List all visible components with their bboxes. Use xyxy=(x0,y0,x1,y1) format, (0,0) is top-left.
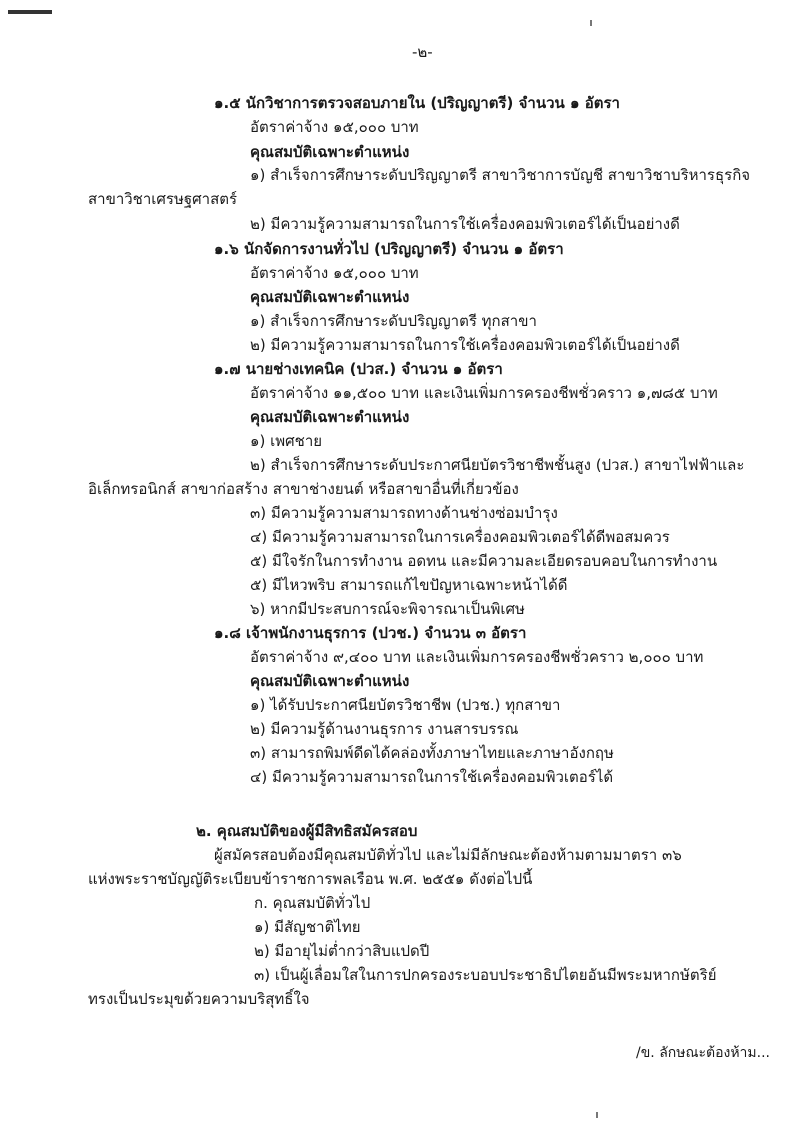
text-line: ๓) สามารถพิมพ์ดีดได้คล่องทั้งภาษาไทยและภาษาอังกฤษ xyxy=(250,744,614,762)
text-line: ๒) มีความรู้ด้านงานธุรการ งานสารบรรณ xyxy=(250,720,519,738)
text-line: ๑) สำเร็จการศึกษาระดับปริญญาตรี ทุกสาขา xyxy=(250,312,537,330)
text-line: ๔) มีความรู้ความสามารถในการเครื่องคอมพิวเตอร์ได้ดีพอสมควร xyxy=(250,528,670,546)
text-line: สาขาวิชาเศรษฐศาสตร์ xyxy=(88,190,238,208)
text-line: อัตราค่าจ้าง ๑๕,๐๐๐ บาท xyxy=(250,264,419,282)
text-line: ทรงเป็นประมุขด้วยความบริสุทธิ์ใจ xyxy=(88,990,310,1008)
text-line: ๒) สำเร็จการศึกษาระดับประกาศนียบัตรวิชาชีพชั้นสูง (ปวส.) สาขาไฟฟ้าและ xyxy=(250,456,745,474)
section-heading: คุณสมบัติเฉพาะตำแหน่ง xyxy=(250,143,410,161)
text-line: ก. คุณสมบัติทั่วไป xyxy=(254,894,371,912)
text-line: ๖) หากมีประสบการณ์จะพิจารณาเป็นพิเศษ xyxy=(250,600,525,618)
text-line: อัตราค่าจ้าง ๙,๔๐๐ บาท และเงินเพิ่มการครองชีพชั่วคราว ๒,๐๐๐ บาท xyxy=(250,648,704,666)
page-number: -๒- xyxy=(412,43,433,61)
continuation-note: /ข. ลักษณะต้องห้าม... xyxy=(636,1045,770,1061)
section-heading: ๑.๖ นักจัดการงานทั่วไป (ปริญญาตรี) จำนวน ๑ อัตรา xyxy=(214,240,564,258)
text-line: ๒) มีอายุไม่ต่ำกว่าสิบแปดปี xyxy=(254,942,430,960)
text-line: อิเล็กทรอนิกส์ สาขาก่อสร้าง สาขาช่างยนต์ หรือสาขาอื่นที่เกี่ยวข้อง xyxy=(88,480,519,498)
text-line: ๒) มีความรู้ความสามารถในการใช้เครื่องคอมพิวเตอร์ได้เป็นอย่างดี xyxy=(250,336,680,354)
section-heading: ๒. คุณสมบัติของผู้มีสิทธิสมัครสอบ xyxy=(196,822,418,840)
text-line: ๒) มีความรู้ความสามารถในการใช้เครื่องคอมพิวเตอร์ได้เป็นอย่างดี xyxy=(250,215,680,233)
text-line: แห่งพระราชบัญญัติระเบียบข้าราชการพลเรือน พ.ศ. ๒๕๕๑ ดังต่อไปนี้ xyxy=(88,870,533,888)
text-line: ๓) มีความรู้ความสามารถทางด้านช่างซ่อมบำรุง xyxy=(250,504,558,522)
section-heading: ๑.๕ นักวิชาการตรวจสอบภายใน (ปริญญาตรี) จำนวน ๑ อัตรา xyxy=(214,94,620,112)
text-line: อัตราค่าจ้าง ๑๑,๕๐๐ บาท และเงินเพิ่มการครองชีพชั่วคราว ๑,๗๘๕ บาท xyxy=(250,384,718,402)
text-line: ๕) มีใจรักในการทำงาน อดทน และมีความละเอียดรอบคอบในการทำงาน xyxy=(250,552,718,570)
text-line: ๕) มีไหวพริบ สามารถแก้ไขปัญหาเฉพาะหน้าได้ดี xyxy=(250,576,568,594)
text-line: ๔) มีความรู้ความสามารถในการใช้เครื่องคอมพิวเตอร์ได้ xyxy=(250,768,614,786)
text-line: ๑) เพศชาย xyxy=(250,432,323,450)
text-line: ๑) มีสัญชาติไทย xyxy=(254,918,361,936)
text-line: ๑) ได้รับประกาศนียบัตรวิชาชีพ (ปวช.) ทุกสาขา xyxy=(250,696,561,714)
text-line: ๓) เป็นผู้เลื่อมใสในการปกครองระบอบประชาธิปไตยอันมีพระมหากษัตริย์ xyxy=(254,966,717,984)
section-heading: ๑.๘ เจ้าพนักงานธุรการ (ปวช.) จำนวน ๓ อัตรา xyxy=(214,624,527,642)
scan-mark xyxy=(8,10,52,14)
text-line: อัตราค่าจ้าง ๑๕,๐๐๐ บาท xyxy=(250,118,419,136)
text-line: ๑) สำเร็จการศึกษาระดับปริญญาตรี สาขาวิชาการบัญชี สาขาวิชาบริหารธุรกิจ xyxy=(250,166,751,184)
scan-speck xyxy=(596,1112,598,1118)
text-line: ผู้สมัครสอบต้องมีคุณสมบัติทั่วไป และไม่มีลักษณะต้องห้ามตามมาตรา ๓๖ xyxy=(214,846,682,864)
section-heading: ๑.๗ นายช่างเทคนิค (ปวส.) จำนวน ๑ อัตรา xyxy=(214,360,503,378)
scan-speck xyxy=(590,20,592,26)
section-heading: คุณสมบัติเฉพาะตำแหน่ง xyxy=(250,672,410,690)
section-heading: คุณสมบัติเฉพาะตำแหน่ง xyxy=(250,408,410,426)
section-heading: คุณสมบัติเฉพาะตำแหน่ง xyxy=(250,288,410,306)
